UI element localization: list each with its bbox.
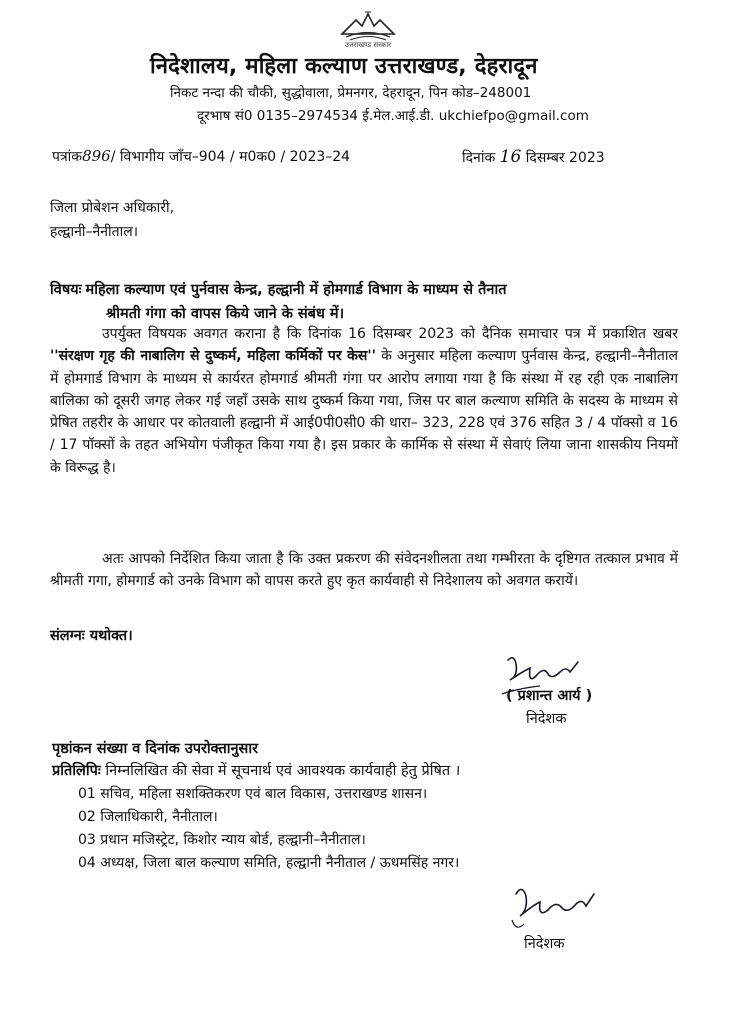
copy-recipient-2: 02 जिलाधिकारी, नैनीताल। xyxy=(78,809,218,825)
subject-label: विषयः xyxy=(50,282,82,298)
letter-date xyxy=(462,147,605,167)
recipient-line-1: जिला प्रोबेशन अधिकारी, xyxy=(50,200,175,216)
signatory-name: ( प्रशान्त आर्य ) xyxy=(506,688,593,704)
subject-line-1: महिला कल्याण एवं पुर्नवास केन्द्र, हल्द्वानी में होमगार्ड विभाग के माध्यम से तैनात xyxy=(85,282,507,298)
copy-label: प्रतिलिपिः xyxy=(52,763,101,779)
signatory-designation: निदेशक xyxy=(526,711,567,727)
recipient-line-2: हल्द्वानी–नैनीताल। xyxy=(50,224,139,240)
letter-reference xyxy=(52,147,350,166)
endorsement-heading: पृष्ठांकन संख्या व दिनांक उपरोक्तानुसार xyxy=(52,741,259,757)
para1-start: उपर्युक्त विषयक अवगत कराना है कि दिनांक 16 दिसम्बर 2023 को दैनिक समाचार पत्र में प्रकाशित खबर xyxy=(102,326,678,342)
news-headline: ''संरक्षण गृह की नाबालिग से दुष्कर्म, महिला कर्मिकों पर केस'' xyxy=(50,348,376,365)
copy-to xyxy=(52,760,460,780)
para2-text: अतः आपको निर्देशित किया जाता है कि उक्त प्रकरण की संवेदनशीलता तथा गम्भीरता के दृष्टिगत तत्काल प्रभाव में श्रीमती गगा, होमगार्ड को उनके विभाग को वापस करते हुए कृत कार्यवाही से निदेशालय को अवगत करायें। xyxy=(50,551,678,590)
office-address: निकट नन्दा की चौकी, सुद्धोवाला, प्रेमनगर, देहरादून, पिन कोड–248001 xyxy=(170,85,532,101)
ref-suffix: / विभागीय जाँच–904 / म0क0 / 2023–24 xyxy=(110,149,351,165)
para1-rest: के अनुसार महिला कल्याण पुर्नवास केन्द्र, हल्द्वानी–नैनीताल में होमगार्ड विभाग के माध्यम से कार्यरत होमगार्ड श्रीमती गंगा पर आरोप लगाया गया है कि संस्था में रह रही एक नाबालिग बालिका को दूसरी जगह लेकर गई जहाँ उसके साथ दुष्कर्म किया गया, जिस पर बाल कल्याण समिति के सदस्य के माध्यम से प्रेषित तहरीर के आधार पर कोतवाली हल्द्वानी में आई0पी0सी0 की धारा– 323, 228 एवं 376 सहित 3 / 4 पॉक्सो व 16 / 17 पॉक्सों के तहत अभियोग पंजीकृत किया गया है। इस प्रकार के कार्मिक से संस्था में सेवाएं लिया जाना शासकीय नियमों के विरूद्ध है। xyxy=(50,348,678,476)
copy-recipient-1: 01 सचिव, महिला सशक्तिकरण एवं बाल विकास, उत्तराखण्ड शासन। xyxy=(78,786,428,802)
ref-number: 896 xyxy=(82,147,111,165)
office-title: निदेशालय, महिला कल्याण उत्तराखण्ड, देहरादून xyxy=(150,54,538,79)
copy-recipient-4: 04 अध्यक्ष, जिला बाल कल्याण समिति, हल्द्वानी नैनीताल / ऊधमसिंह नगर। xyxy=(78,855,460,871)
body-paragraph-2 xyxy=(50,548,678,593)
ref-prefix: पत्रांक xyxy=(52,149,83,165)
date-day: 16 xyxy=(499,147,522,167)
copy-recipient-3: 03 प्रधान मजिस्ट्रेट, किशोर न्याय बोर्ड, हल्द्वानी–नैनीताल। xyxy=(78,832,366,848)
enclosure: संलग्नः यथोक्त। xyxy=(50,628,133,644)
date-suffix: दिसम्बर 2023 xyxy=(525,150,605,166)
body-paragraph-1 xyxy=(50,323,678,479)
endorsement-designation: निदेशक xyxy=(524,936,565,952)
office-contact: दूरभाष सं0 0135–2974534 ई.मेल.आई.डी. ukchiefpo@gmail.com xyxy=(197,108,589,124)
subject-line-2: श्रीमती गंगा को वापस किये जाने के संबंध में। xyxy=(106,306,345,322)
subject xyxy=(50,278,670,326)
date-prefix: दिनांक xyxy=(462,150,496,166)
emblem-caption: उत्तराखण्ड सरकार xyxy=(344,41,392,49)
copy-text: निम्नलिखित की सेवा में सूचनार्थ एवं आवश्यक कार्यवाही हेतु प्रेषित । xyxy=(100,763,461,779)
uttarakhand-emblem-icon xyxy=(336,6,400,46)
director-signature-2 xyxy=(506,880,606,940)
